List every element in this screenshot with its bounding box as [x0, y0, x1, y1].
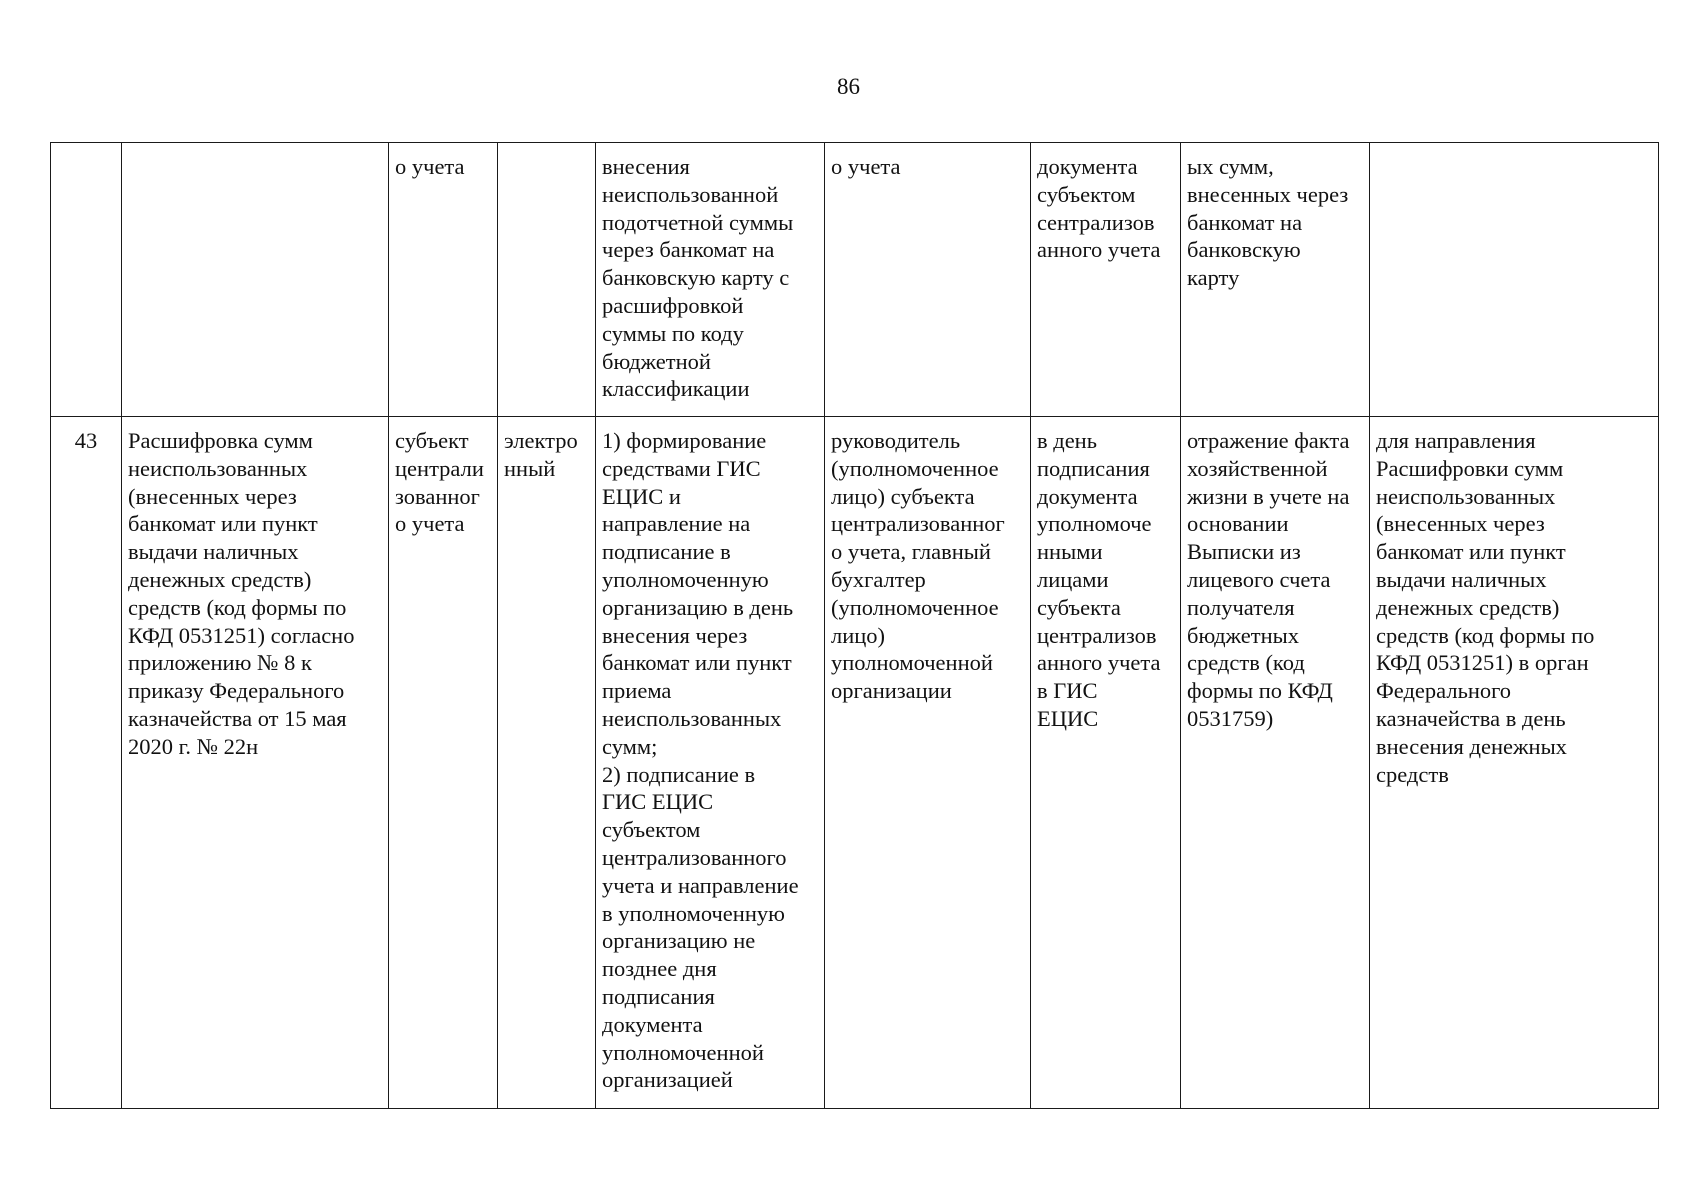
cell-number — [51, 143, 122, 417]
table-row-continuation — [51, 143, 1659, 417]
cell-accounting: отражение факта хозяйственной жизни в учете на основании Выписки из лицевого счета получателя бюджетных средств (код формы по КФД 0531759) — [1181, 417, 1370, 1109]
page-number: 86 — [837, 74, 860, 99]
document-flow-table — [50, 142, 1659, 1109]
cell-process: 1) формирование средствами ГИС ЕЦИС и направление на подписание в уполномоченную организацию в день внесения через банкомат или пункт приема неиспользованных сумм; 2) подписание в ГИС ЕЦИС субъектом централизованного учета и направление в уполномоченную организацию не позднее дня подписания документа уполномоченной организацией — [596, 417, 825, 1109]
cell-signer: о учета — [825, 143, 1031, 417]
cell-creator: о учета — [389, 143, 498, 417]
cell-purpose: для направления Расшифровки сумм неиспользованных (внесенных через банкомат или пункт выдачи наличных денежных средств) средств (код формы по КФД 0531251) в орган Федерального казначейства в день внесения денежных средств — [1370, 417, 1659, 1109]
cell-document: Расшифровка сумм неиспользованных (внесенных через банкомат или пункт выдачи наличных денежных средств) средств (код формы по КФД 0531251) согласно приложению № 8 к приказу Федерального казначейства от 15 мая 2020 г. № 22н — [122, 417, 389, 1109]
cell-deadline: документа субъектом cентрализов анного учета — [1031, 143, 1181, 417]
cell-document — [122, 143, 389, 417]
cell-number: 43 — [51, 417, 122, 1109]
cell-purpose — [1370, 143, 1659, 417]
cell-accounting: ых сумм, внесенных через банкомат на банковскую карту — [1181, 143, 1370, 417]
table-row-43 — [51, 417, 1659, 1109]
cell-deadline: в день подписания документа уполномоче нными лицами субъекта централизов анного учета в ГИС ЕЦИС — [1031, 417, 1181, 1109]
cell-creator: субъект централи зованног о учета — [389, 417, 498, 1109]
cell-process: внесения неиспользованной подотчетной суммы через банкомат на банковскую карту с расшифровкой суммы по коду бюджетной классификации — [596, 143, 825, 417]
cell-form — [498, 143, 596, 417]
cell-form: электро нный — [498, 417, 596, 1109]
cell-signer: руководитель (уполномоченное лицо) субъекта централизованног о учета, главный бухгалтер (уполномоченное лицо) уполномоченной организации — [825, 417, 1031, 1109]
